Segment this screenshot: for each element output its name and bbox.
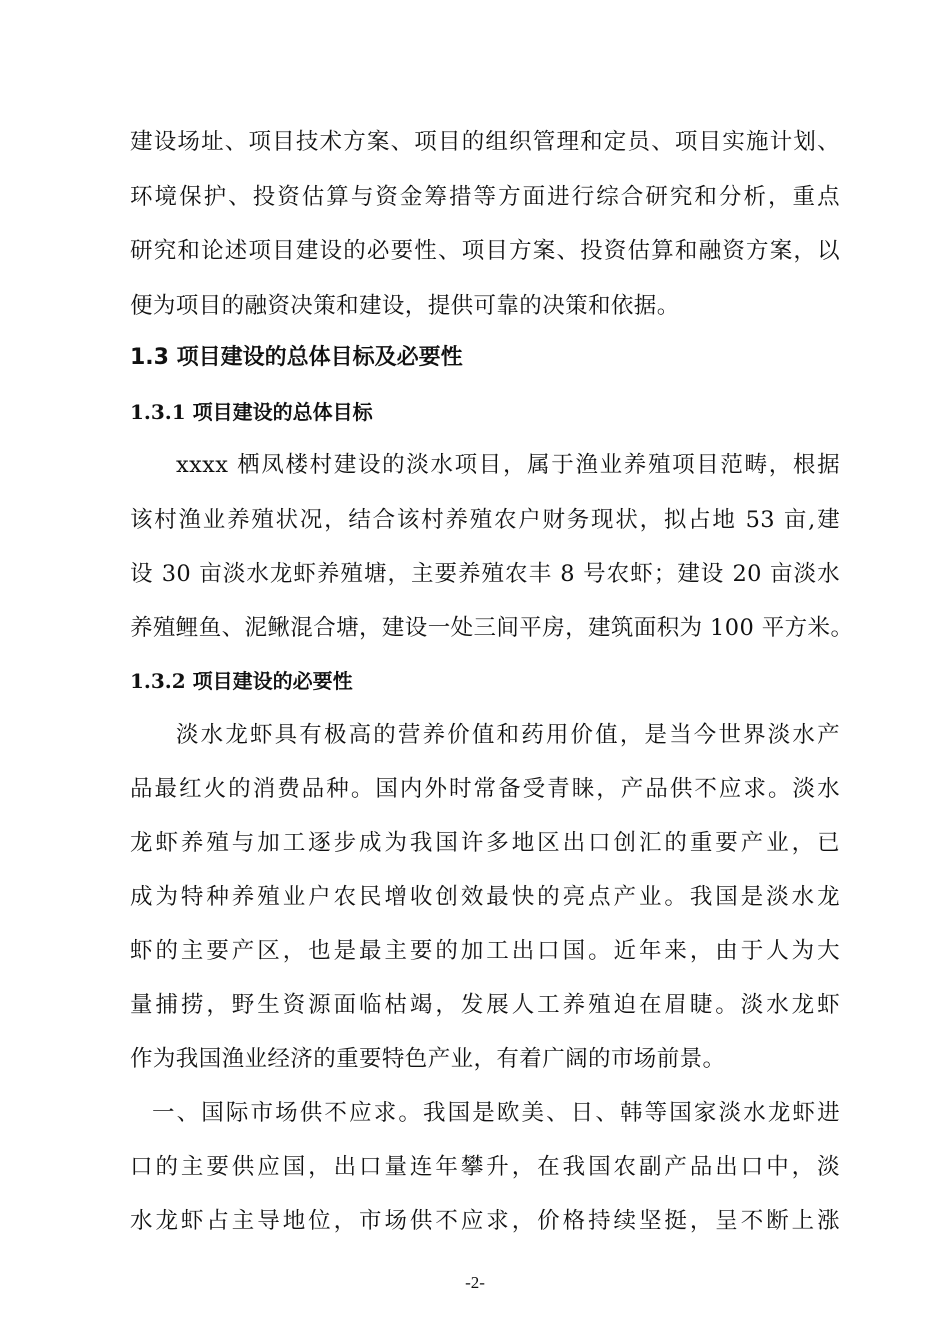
goal-line-1: xxxx 栖凤楼村建设的淡水项目，属于渔业养殖项目范畴，根据 — [176, 452, 840, 478]
necessity-line-6: 量捕捞，野生资源面临枯竭，发展人工养殖迫在眉睫。淡水龙虾 — [130, 992, 840, 1018]
necessity-line-1: 淡水龙虾具有极高的营养价值和药用价值，是当今世界淡水产 — [176, 722, 840, 748]
section-heading-1-3: 1.3 项目建设的总体目标及必要性 — [130, 345, 463, 370]
market-line-1: 一、国际市场供不应求。我国是欧美、日、韩等国家淡水龙虾进 — [152, 1100, 840, 1126]
intro-line-4: 便为项目的融资决策和建设，提供可靠的决策和依据。 — [130, 293, 680, 319]
section-heading-1-3-2: 1.3.2 项目建设的必要性 — [130, 669, 353, 693]
intro-line-3: 研究和论述项目建设的必要性、项目方案、投资估算和融资方案，以 — [130, 238, 840, 264]
necessity-line-4: 成为特种养殖业户农民增收创效最快的亮点产业。我国是淡水龙 — [130, 884, 840, 910]
page-number: -2- — [465, 1273, 485, 1292]
section-heading-1-3-1: 1.3.1 项目建设的总体目标 — [130, 400, 373, 424]
necessity-line-7: 作为我国渔业经济的重要特色产业，有着广阔的市场前景。 — [130, 1046, 726, 1072]
intro-line-1: 建设场址、项目技术方案、项目的组织管理和定员、项目实施计划、 — [130, 129, 840, 155]
goal-line-2: 该村渔业养殖状况，结合该村养殖农户财务现状，拟占地 53 亩,建 — [130, 507, 840, 533]
intro-line-2: 环境保护、投资估算与资金筹措等方面进行综合研究和分析，重点 — [130, 184, 840, 210]
necessity-line-2: 品最红火的消费品种。国内外时常备受青睐，产品供不应求。淡水 — [130, 776, 840, 802]
necessity-line-3: 龙虾养殖与加工逐步成为我国许多地区出口创汇的重要产业，已 — [130, 830, 840, 856]
market-line-2: 口的主要供应国，出口量连年攀升，在我国农副产品出口中，淡 — [130, 1154, 840, 1180]
market-line-3: 水龙虾占主导地位，市场供不应求，价格持续坚挺，呈不断上涨 — [130, 1208, 840, 1234]
goal-line-3: 设 30 亩淡水龙虾养殖塘，主要养殖农丰 8 号农虾；建设 20 亩淡水 — [130, 561, 840, 587]
necessity-line-5: 虾的主要产区，也是最主要的加工出口国。近年来，由于人为大 — [130, 938, 840, 964]
goal-line-4: 养殖鲤鱼、泥鳅混合塘，建设一处三间平房，建筑面积为 100 平方米。 — [130, 615, 854, 641]
